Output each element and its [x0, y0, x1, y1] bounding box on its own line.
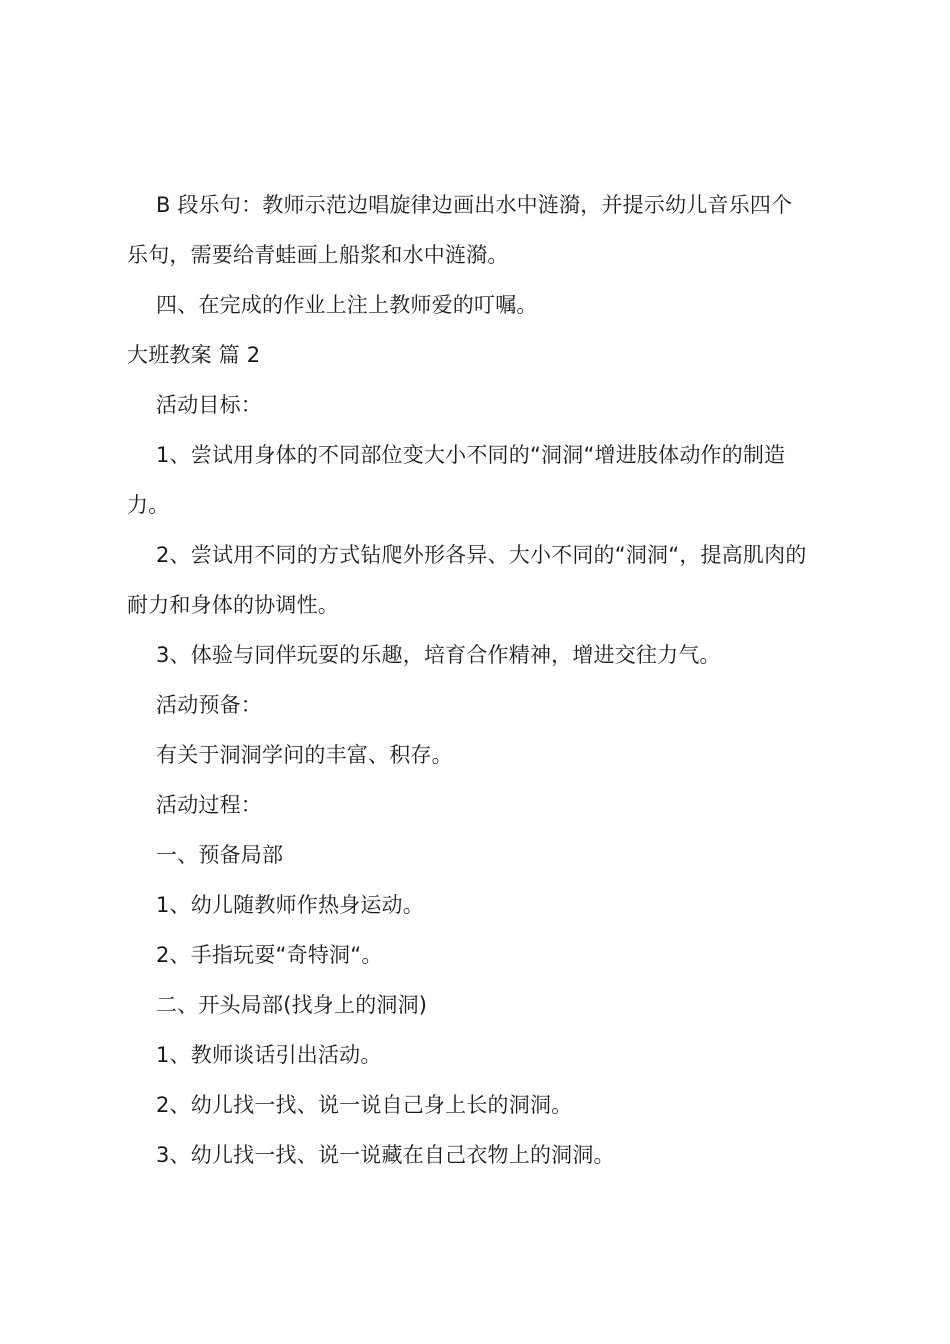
process-part-one-item-2: 2、手指玩耍“奇特洞“。: [156, 943, 383, 967]
process-part-two: 二、开头局部(找身上的洞洞): [156, 993, 428, 1017]
goal-1-line-2: 力。: [127, 493, 170, 517]
section-heading: 大班教案 篇 2: [127, 343, 261, 367]
document-body: [127, 180, 833, 1180]
goal-2-line-1: 2、尝试用不同的方式钻爬外形各异、大小不同的“洞洞“，提高肌肉的: [156, 543, 807, 567]
process-part-one: 一、预备局部: [156, 843, 284, 867]
paragraph-b-section-line-2: 乐句，需要给青蛙画上船浆和水中涟漪。: [127, 243, 509, 267]
paragraph-step-four: 四、在完成的作业上注上教师爱的叮嘱。: [156, 293, 538, 317]
activity-goals-heading: 活动目标：: [156, 393, 262, 417]
activity-process-heading: 活动过程：: [156, 793, 262, 817]
preparation-item: 有关于洞洞学问的丰富、积存。: [156, 743, 453, 767]
goal-2-line-2: 耐力和身体的协调性。: [127, 593, 339, 617]
process-part-one-item-1: 1、幼儿随教师作热身运动。: [156, 893, 424, 917]
process-part-two-item-3: 3、幼儿找一找、说一说藏在自己衣物上的洞洞。: [156, 1143, 615, 1167]
activity-preparation-heading: 活动预备：: [156, 693, 262, 717]
goal-1-line-1: 1、尝试用身体的不同部位变大小不同的“洞洞“增进肢体动作的制造: [156, 443, 786, 467]
process-part-two-item-2: 2、幼儿找一找、说一说自己身上长的洞洞。: [156, 1093, 573, 1117]
goal-3: 3、体验与同伴玩耍的乐趣，培育合作精神，增进交往力气。: [156, 643, 721, 667]
process-part-two-item-1: 1、教师谈话引出活动。: [156, 1043, 382, 1067]
paragraph-b-section-line-1: B 段乐句：教师示范边唱旋律边画出水中涟漪，并提示幼儿音乐四个: [156, 193, 793, 217]
